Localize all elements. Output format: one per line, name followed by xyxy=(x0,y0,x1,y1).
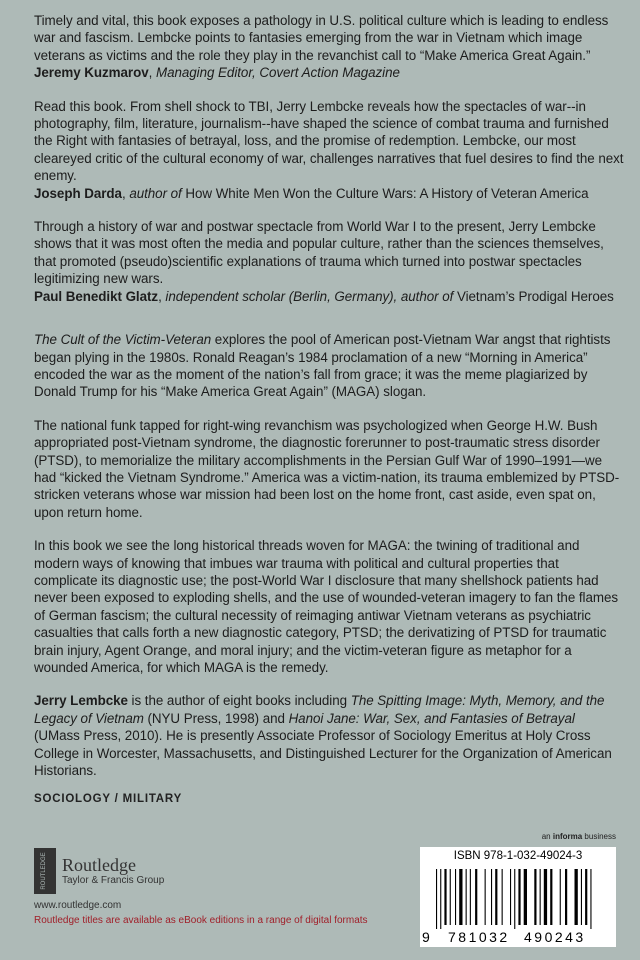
blurb-glatz xyxy=(34,218,624,305)
description-paragraph-3: In this book we see the long historical threads woven for MAGA: the twining of traditional and modern ways of knowing that imbues war trauma with political and cultural properties that complicate its diagnostic use; the post-World War I disclosure that many shellshock patients had never been exposed to exploding shells, and the use of wounded-veteran imagery to fan the flames of German fascism; the cultural necessity of reimaging antiwar Vietnam veterans as psychiatric casualties that calls forth a new diagnostic category, PTSD; the derivatizing of PTSD for traumatic brain injury, Agent Orange, and moral injury; and the victim-veteran figure as metaphor for a wounded America, for which MAGA is the remedy. xyxy=(34,538,619,675)
blurb-book-title: How White Men Won the Culture Wars: A History of Veteran America xyxy=(181,185,589,201)
blurb-author-role: independent scholar (Berlin, Germany), author of xyxy=(165,288,454,304)
barcode-bar xyxy=(466,869,467,925)
barcode-bar xyxy=(485,869,486,925)
barcode-bar xyxy=(436,869,437,929)
barcode-bar xyxy=(491,869,492,925)
barcode-bar xyxy=(455,869,456,925)
publisher-group: Taylor & Francis Group xyxy=(62,875,165,886)
back-cover-text xyxy=(34,12,624,795)
barcode-bar xyxy=(585,869,587,925)
blurb-quote: Through a history of war and postwar spectacle from World War I to the present, Jerry Lembcke shows that it was most often the media and popular culture, rather than the sciences themselves, that promoted (pseudo)scientific explanations of trauma which turned into postwar spectacles legitimizing new wars. xyxy=(34,219,604,287)
isbn-barcode xyxy=(420,847,616,947)
barcode-bar xyxy=(544,869,547,925)
barcode-bar xyxy=(475,869,477,925)
barcode-bar xyxy=(444,869,446,925)
barcode-digit-first: 9 xyxy=(422,929,430,945)
publisher-block xyxy=(34,848,164,911)
author-bio: Jerry Lembcke is the author of eight books including The Spitting Image: Myth, Memory, and the Legacy of Vietnam (NYU Press, 1998) and Hanoi Jane: War, Sex, and Fantasies of Betrayal (UMass Press, 2010). He is presently Associate Professor of Sociology Emeritus at Holy Cross College in Worcester, Massachusetts, and Distinguished Lecturer for the Organization of American Historians. xyxy=(34,693,612,779)
blurb-text xyxy=(34,98,624,202)
blurb-text xyxy=(34,12,624,82)
barcode-bar xyxy=(518,869,520,925)
barcode-bar xyxy=(495,869,497,925)
barcode-bar xyxy=(575,869,578,925)
barcode-bar xyxy=(470,869,471,925)
publisher-name: Routledge xyxy=(62,855,136,875)
author-name: Jerry Lembcke xyxy=(34,693,128,709)
blurb-attribution: Paul Benedikt Glatz, independent scholar (Berlin, Germany), author of Vietnam’s Prodigal Heroes xyxy=(34,288,614,304)
barcode-bar xyxy=(590,869,591,929)
barcode-bar xyxy=(524,869,527,925)
barcode-bar xyxy=(534,869,536,925)
author-book-title: Hanoi Jane: War, Sex, and Fantasies of Betrayal xyxy=(288,710,575,726)
blurb-quote: Read this book. From shell shock to TBI, Jerry Lembcke reveals how the spectacles of war--in photography, film, literature, journalism--have shaped the science of combat trauma and furnished the Right with fantasies of betrayal, loss, and the promise of redemption. Lembcke, our most cleareyed critic of the cultural economy of war, challenges narratives that fuel desires to find the next enemy. xyxy=(34,98,624,184)
blurb-author-name: Paul Benedikt Glatz xyxy=(34,288,159,304)
publisher-url[interactable]: www.routledge.com xyxy=(34,900,122,911)
barcode-bar xyxy=(540,869,541,925)
blurb-author-name: Joseph Darda xyxy=(34,185,122,201)
blurb-quote: Timely and vital, this book exposes a pathology in U.S. political culture which is leading to endless war and fascism. Lembcke points to fantasies emerging from the war in Vietnam which image veterans as victims and the role they play in the revanchist call to “Make America Great Again.” xyxy=(34,13,609,63)
barcode-bar xyxy=(510,869,511,925)
blurb-text xyxy=(34,218,624,305)
barcode-bar xyxy=(565,869,567,925)
barcode-bar xyxy=(560,869,561,925)
blurb-book-title: Vietnam’s Prodigal Heroes xyxy=(453,288,614,304)
barcode-bars xyxy=(430,869,606,929)
routledge-logo-icon xyxy=(34,848,56,894)
blurb-author-role: author of xyxy=(129,185,182,201)
ebook-note: Routledge titles are available as eBook editions in a range of digital formats xyxy=(34,915,368,926)
informa-business-label: an informa business xyxy=(541,832,616,841)
subject-category: SOCIOLOGY / MILITARY xyxy=(34,793,183,805)
blurb-kuzmarov xyxy=(34,12,624,82)
barcode-digits-left: 781032 xyxy=(448,929,510,945)
description-paragraph-1: The Cult of the Victim-Veteran explores the pool of American post-Vietnam War angst that rightists began plying in the 1980s. Ronald Reagan’s 1984 proclamation of a new “Morning in America” encoded the war as the moment of the nation’s fall from grace; it was the meme plagiarized by Donald Trump for his “Make America Great Again” (MAGA) slogan. xyxy=(34,332,611,400)
barcode-bar xyxy=(502,869,503,925)
barcode-bar xyxy=(581,869,582,925)
isbn-label: ISBN 978-1-032-49024-3 xyxy=(453,850,583,862)
barcode-bar xyxy=(514,869,515,929)
logo-vertical-text: ROUTLEDGE xyxy=(41,852,47,890)
description-paragraph-2: The national funk tapped for right-wing revanchism was psychologized when George H.W. Bush appropriated post-Vietnam syndrome, the diagnostic forerunner to post-traumatic stress disorder (PTSD), to memorialize the military accomplishments in the Persian Gulf War of 1990–1991—we had “kicked the Vietnam Syndrome.” America was a victim-nation, its trauma emblemized by PTSD-stricken veterans whose war mission had been lost on the home front, cast aside, even spat on, upon return home. xyxy=(34,417,620,520)
barcode-bar xyxy=(440,869,441,929)
blurb-author-name: Jeremy Kuzmarov xyxy=(34,65,149,81)
barcode-digits-right: 490243 xyxy=(524,929,586,945)
barcode-bar xyxy=(550,869,552,925)
blurb-attribution: Joseph Darda, author of How White Men Won the Culture Wars: A History of Veteran America xyxy=(34,185,589,201)
barcode-bar xyxy=(450,869,451,925)
blurb-author-role: Managing Editor, Covert Action Magazine xyxy=(155,65,400,81)
blurb-attribution: Jeremy Kuzmarov, Managing Editor, Covert Action Magazine xyxy=(34,65,400,81)
blurb-darda xyxy=(34,98,624,202)
author-book-title: The Spitting Image: Myth, Memory, and the Legacy of Vietnam xyxy=(34,693,605,726)
barcode-bar xyxy=(459,869,462,925)
book-title: The Cult of the Victim-Veteran xyxy=(34,332,212,348)
